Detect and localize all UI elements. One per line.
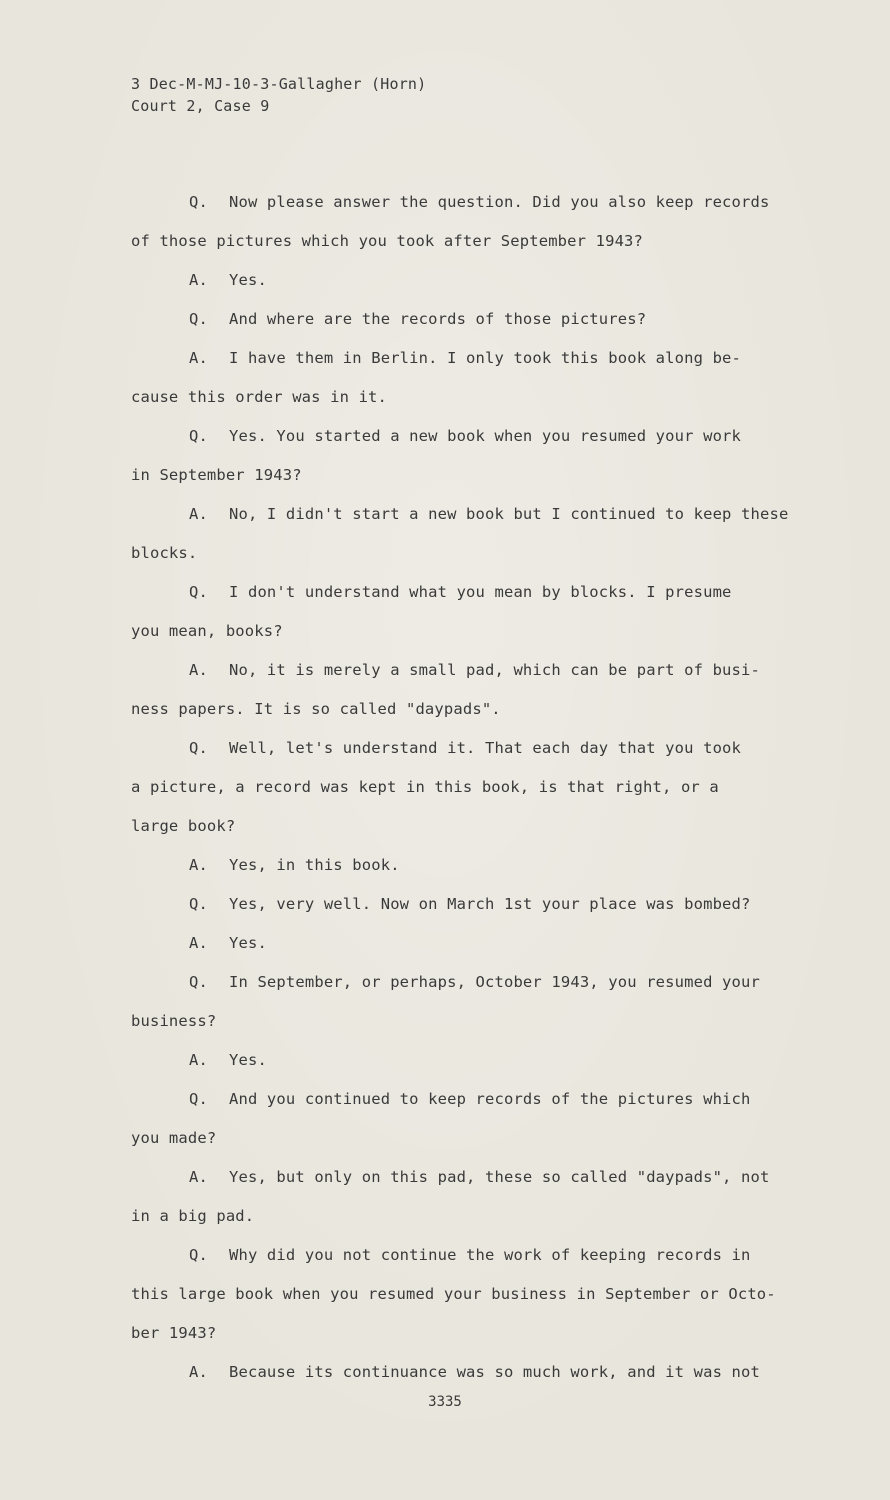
transcript-line bbox=[131, 378, 811, 417]
transcript-line bbox=[131, 1275, 811, 1314]
line-text: Because its continuance was so much work, and it was not bbox=[229, 1363, 760, 1381]
line-text: of those pictures which you took after September 1943? bbox=[131, 232, 644, 250]
line-text: blocks. bbox=[131, 544, 198, 562]
transcript-line bbox=[131, 1158, 811, 1197]
line-text: And where are the records of those pictures? bbox=[229, 310, 647, 328]
line-text: I don't understand what you mean by blocks. I presume bbox=[229, 583, 732, 601]
transcript-line bbox=[131, 612, 811, 651]
transcript-line bbox=[131, 846, 811, 885]
line-text: ber 1943? bbox=[131, 1324, 217, 1342]
line-text: large book? bbox=[131, 817, 236, 835]
transcript-line bbox=[131, 495, 811, 534]
speaker-label: A. bbox=[189, 661, 208, 679]
line-text: in September 1943? bbox=[131, 466, 302, 484]
line-text: business? bbox=[131, 1012, 217, 1030]
transcript-line bbox=[131, 1080, 811, 1119]
line-text: In September, or perhaps, October 1943, you resumed your bbox=[229, 973, 760, 991]
line-text: Well, let's understand it. That each day that you took bbox=[229, 739, 742, 757]
line-text: Yes, but only on this pad, these so called "daypads", not bbox=[229, 1168, 770, 1186]
speaker-label: Q. bbox=[189, 310, 208, 328]
line-text: you made? bbox=[131, 1129, 217, 1147]
line-text: this large book when you resumed your business in September or Octo- bbox=[131, 1285, 776, 1303]
line-text: in a big pad. bbox=[131, 1207, 255, 1225]
line-text: Yes, in this book. bbox=[229, 856, 400, 874]
speaker-label: Q. bbox=[189, 1090, 208, 1108]
header-case-reference: 3 Dec-M-MJ-10-3-Gallagher (Horn) bbox=[131, 75, 427, 93]
transcript-line bbox=[131, 1041, 811, 1080]
line-text: Yes. bbox=[229, 1051, 267, 1069]
transcript-line bbox=[131, 807, 811, 846]
speaker-label: A. bbox=[189, 1168, 208, 1186]
document-header bbox=[131, 73, 426, 117]
line-text: No, I didn't start a new book but I continued to keep these bbox=[229, 505, 789, 523]
speaker-label: A. bbox=[189, 856, 208, 874]
transcript-body bbox=[131, 183, 811, 1392]
speaker-label: Q. bbox=[189, 193, 208, 211]
transcript-line bbox=[131, 651, 811, 690]
transcript-line bbox=[131, 729, 811, 768]
speaker-label: Q. bbox=[189, 973, 208, 991]
transcript-line bbox=[131, 1236, 811, 1275]
transcript-line bbox=[131, 690, 811, 729]
line-text: a picture, a record was kept in this book, is that right, or a bbox=[131, 778, 719, 796]
speaker-label: A. bbox=[189, 1363, 208, 1381]
page-number: 3335 bbox=[428, 1394, 462, 1410]
transcript-line bbox=[131, 1002, 811, 1041]
line-text: Yes. bbox=[229, 934, 267, 952]
transcript-line bbox=[131, 885, 811, 924]
transcript-line bbox=[131, 300, 811, 339]
line-text: cause this order was in it. bbox=[131, 388, 388, 406]
speaker-label: Q. bbox=[189, 895, 208, 913]
transcript-line bbox=[131, 1119, 811, 1158]
speaker-label: A. bbox=[189, 271, 208, 289]
transcript-line bbox=[131, 1197, 811, 1236]
transcript-line bbox=[131, 924, 811, 963]
speaker-label: Q. bbox=[189, 1246, 208, 1264]
line-text: Now please answer the question. Did you also keep records bbox=[229, 193, 770, 211]
transcript-line bbox=[131, 183, 811, 222]
transcript-line bbox=[131, 768, 811, 807]
transcript-line bbox=[131, 1314, 811, 1353]
line-text: Yes, very well. Now on March 1st your place was bombed? bbox=[229, 895, 751, 913]
line-text: And you continued to keep records of the pictures which bbox=[229, 1090, 751, 1108]
line-text: Yes. You started a new book when you resumed your work bbox=[229, 427, 742, 445]
speaker-label: A. bbox=[189, 505, 208, 523]
transcript-line bbox=[131, 534, 811, 573]
transcript-line bbox=[131, 339, 811, 378]
line-text: ness papers. It is so called "daypads". bbox=[131, 700, 501, 718]
speaker-label: Q. bbox=[189, 427, 208, 445]
speaker-label: Q. bbox=[189, 739, 208, 757]
line-text: Why did you not continue the work of keeping records in bbox=[229, 1246, 751, 1264]
line-text: I have them in Berlin. I only took this book along be- bbox=[229, 349, 742, 367]
header-court-case: Court 2, Case 9 bbox=[131, 97, 270, 115]
speaker-label: Q. bbox=[189, 583, 208, 601]
line-text: No, it is merely a small pad, which can be part of busi- bbox=[229, 661, 760, 679]
transcript-line bbox=[131, 417, 811, 456]
transcript-line bbox=[131, 1353, 811, 1392]
transcript-line bbox=[131, 963, 811, 1002]
transcript-line bbox=[131, 222, 811, 261]
transcript-line bbox=[131, 261, 811, 300]
speaker-label: A. bbox=[189, 349, 208, 367]
speaker-label: A. bbox=[189, 1051, 208, 1069]
transcript-line bbox=[131, 456, 811, 495]
transcript-line bbox=[131, 573, 811, 612]
line-text: you mean, books? bbox=[131, 622, 283, 640]
speaker-label: A. bbox=[189, 934, 208, 952]
line-text: Yes. bbox=[229, 271, 267, 289]
